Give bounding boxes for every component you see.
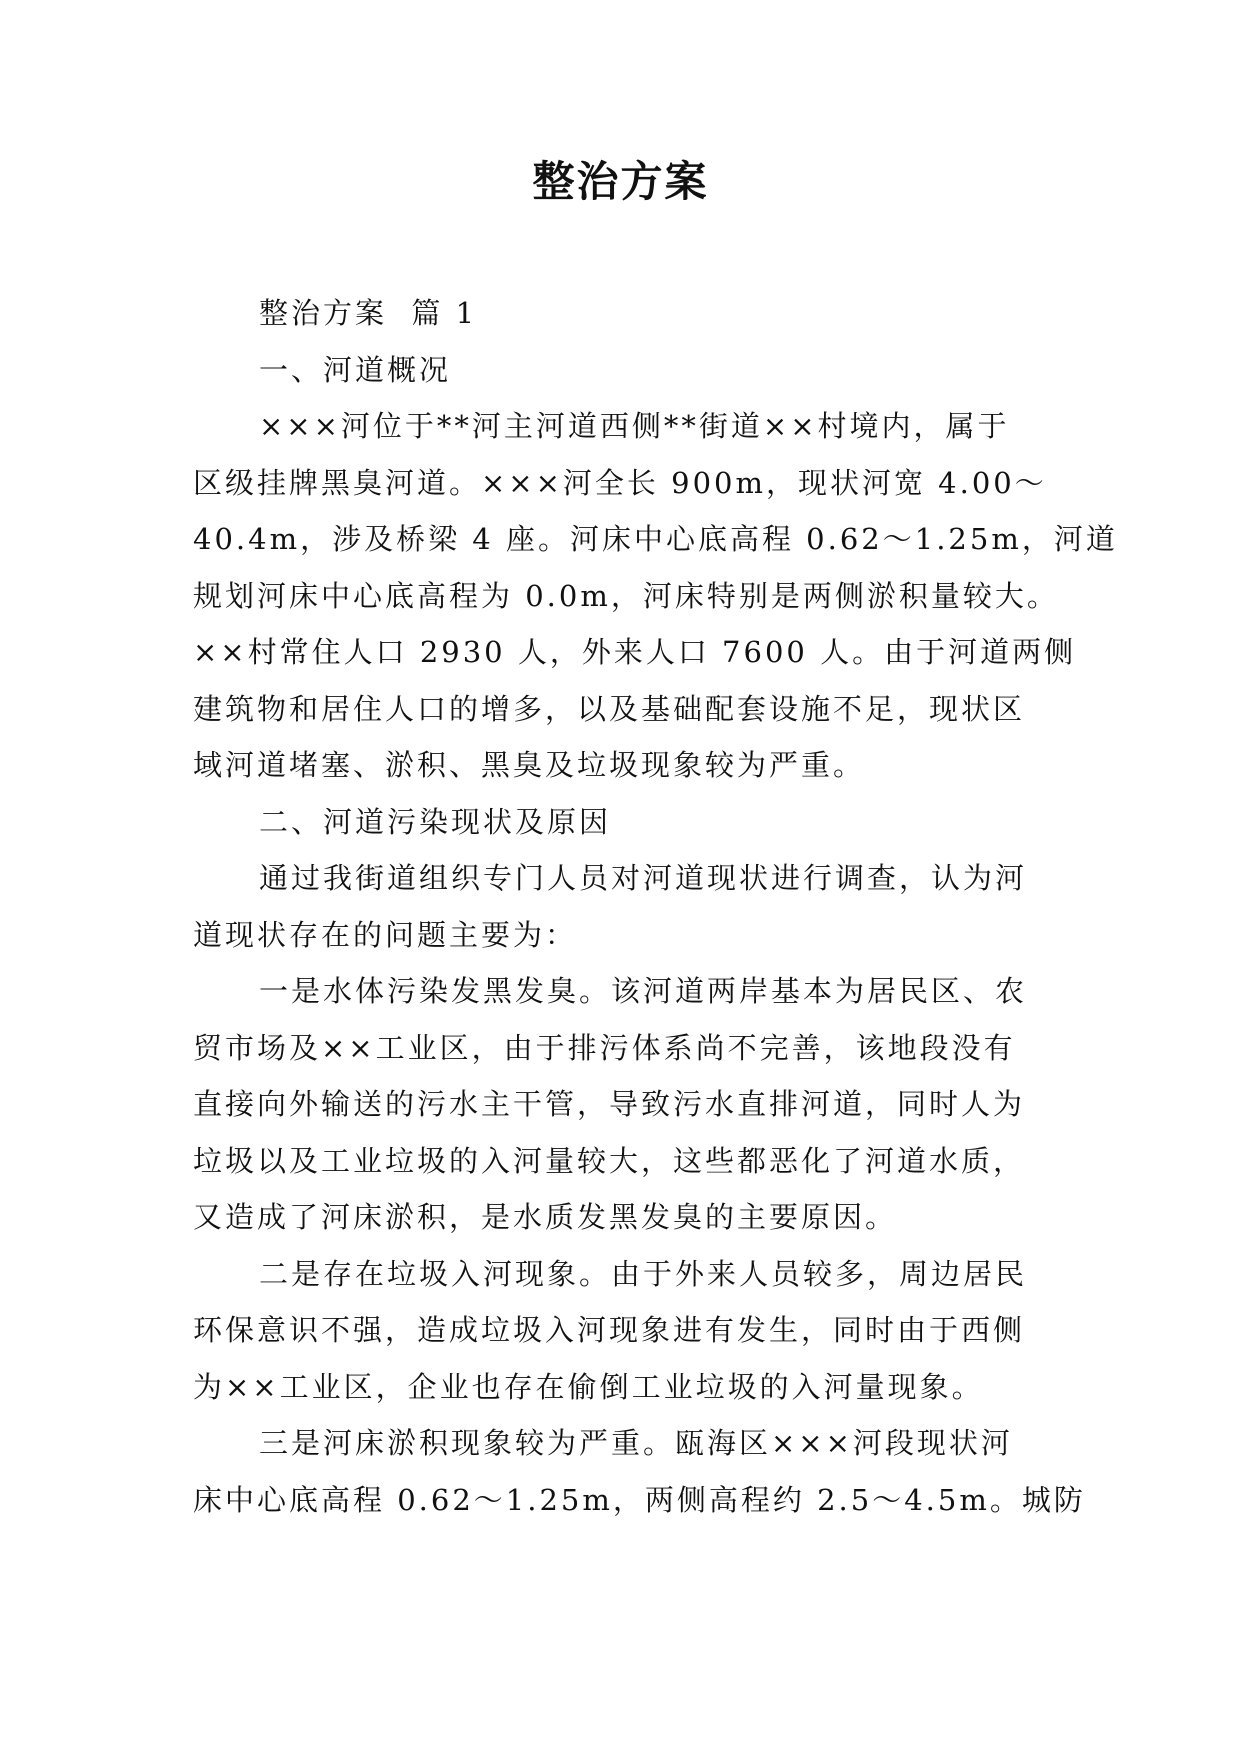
text-line: 通过我街道组织专门人员对河道现状进行调查，认为河 (259, 861, 1028, 895)
text-line: 环保意识不强，造成垃圾入河现象进有发生，同时由于西侧 (193, 1313, 1026, 1347)
text-line: 又造成了河床淤积，是水质发黑发臭的主要原因。 (193, 1200, 898, 1234)
text-line: 为××工业区，企业也存在偷倒工业垃圾的入河量现象。 (193, 1369, 984, 1404)
text-line: 40.4m，涉及桥梁 4 座。河床中心底高程 0.62～1.25m，河道 (193, 522, 1118, 556)
text-line: 域河道堵塞、淤积、黑臭及垃圾现象较为严重。 (193, 748, 866, 782)
text-line: 贸市场及××工业区，由于排污体系尚不完善，该地段没有 (193, 1030, 1016, 1065)
document-title: 整治方案 (532, 157, 709, 206)
text-line: 整治方案 篇 1 (259, 296, 478, 330)
text-line: ××村常住人口 2930 人，外来人口 7600 人。由于河道两侧 (193, 635, 1077, 669)
text-line: 二是存在垃圾入河现象。由于外来人员较多，周边居民 (259, 1256, 1028, 1291)
text-line: 规划河床中心底高程为 0.0m，河床特别是两侧淤积量较大。 (193, 578, 1059, 613)
text-line: 一是水体污染发黑发臭。该河道两岸基本为居民区、农 (259, 974, 1028, 1008)
text-line: 建筑物和居住人口的增多，以及基础配套设施不足，现状区 (193, 691, 1026, 726)
text-line: 垃圾以及工业垃圾的入河量较大，这些都恶化了河道水质， (193, 1143, 1026, 1178)
text-line: 区级挂牌黑臭河道。×××河全长 900m，现状河宽 4.00～ (193, 465, 1047, 500)
text-line: 道现状存在的问题主要为： (193, 917, 578, 952)
text-line: 床中心底高程 0.62～1.25m，两侧高程约 2.5～4.5m。城防 (193, 1482, 1086, 1517)
text-line: 一、河道概况 (259, 352, 452, 387)
text-line: 二、河道污染现状及原因 (259, 804, 612, 839)
text-line: 直接向外输送的污水主干管，导致污水直排河道，同时人为 (193, 1087, 1026, 1121)
document-body (193, 285, 1118, 1528)
text-line: 三是河床淤积现象较为严重。瓯海区×××河段现状河 (259, 1426, 1013, 1460)
text-line: ×××河位于**河主河道西侧**街道××村境内，属于 (259, 409, 1010, 443)
